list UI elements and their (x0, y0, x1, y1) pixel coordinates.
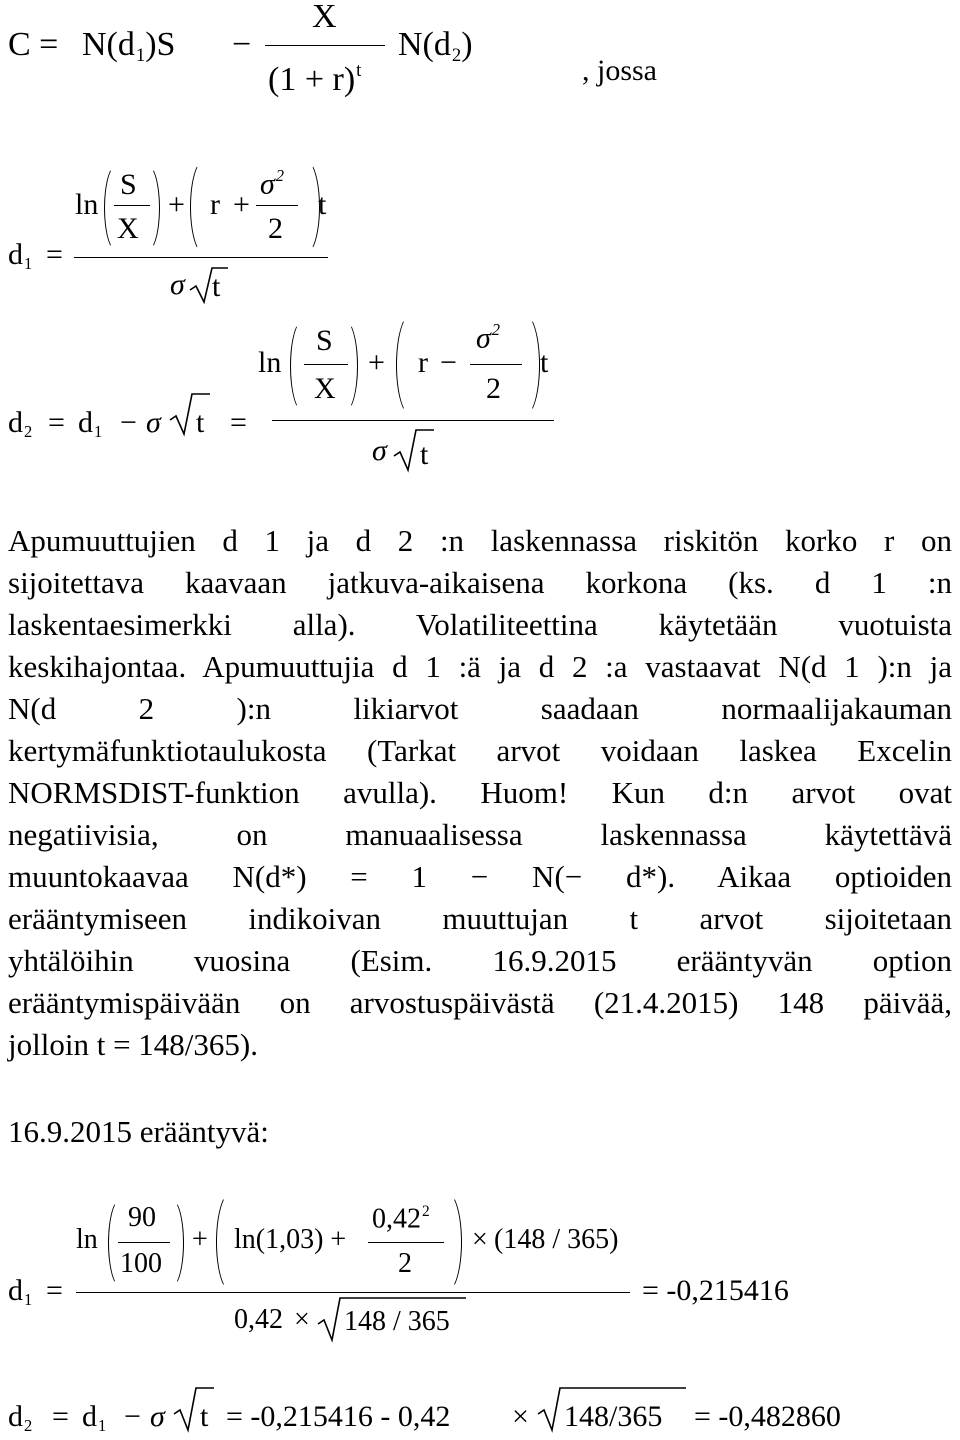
formula-d1-equals: = (46, 238, 63, 271)
formula-c-fraction-bar (265, 45, 385, 46)
paragraph-line: keskihajontaa. Apumuuttujia d 1 :ä ja d 2 :a vastaavat N(d 1 ):n ja (8, 649, 952, 684)
formula-c-nd1: $N(d_1)S$ (82, 26, 176, 66)
formula-d1-lhs: $d_1$ (8, 238, 33, 273)
formula-d2-t: t (196, 406, 205, 439)
formula-d2-main-bar (272, 420, 554, 421)
formula-d1-plus2: + (233, 188, 250, 221)
example-d1-ln: ln (76, 1224, 98, 1255)
paragraph-line: NORMSDIST-funktion avulla). Huom! Kun d:n arvot ovat (8, 775, 952, 810)
example-d1-two: 2 (398, 1248, 412, 1279)
formula-d2-sigma: σ (146, 406, 161, 439)
paragraph-line: erääntymiseen indikoivan muuttujan t arvot sijoitetaan (8, 901, 952, 936)
example-heading: 16.9.2015 erääntyvä: (8, 1114, 269, 1149)
example-d1-den-times: × (294, 1304, 310, 1335)
example-d1-paren2-right (432, 1192, 462, 1292)
formula-d2-paren-right (332, 320, 358, 412)
formula-d1-den-sigma: σ (170, 268, 185, 301)
example-d1-eq: = (46, 1274, 63, 1307)
example-d1-num100: 100 (120, 1248, 162, 1279)
formula-d1-two: 2 (268, 212, 283, 245)
example-d2-d1: $d_1$ (82, 1400, 107, 1435)
formula-d1-den-t: t (212, 270, 221, 303)
formula-d1-r: r (210, 188, 220, 221)
formula-d2-paren2-right (510, 314, 540, 416)
paragraph-line: laskentaesimerkki alla). Volatiliteettina käytetään vuotuista (8, 607, 952, 642)
formula-d1-paren2-right (292, 160, 320, 254)
formula-d2-den-t: t (420, 438, 429, 471)
example-d2-tval: 148/365 (564, 1400, 663, 1433)
example-d2-result: = -0,482860 (694, 1400, 841, 1433)
formula-d1-paren-right (134, 164, 160, 252)
paragraph-line: muuntokaavaa N(d*) = 1 − N(− d*). Aikaa optioiden (8, 859, 952, 894)
example-d1-sig: 0,42$^2$ (372, 1203, 430, 1235)
example-d1-num90: 90 (128, 1202, 156, 1233)
example-d2-times: × (512, 1400, 529, 1433)
example-d2-sigma: σ (150, 1400, 165, 1433)
formula-c-lhs: C = (8, 26, 59, 63)
formula-d2-minus: − (120, 406, 137, 439)
formula-d2-eq: = (48, 406, 65, 439)
formula-d1-ln: ln (75, 188, 99, 221)
formula-d2-s: S (316, 324, 333, 357)
formula-d2-num-t: t (540, 346, 549, 379)
example-d2-minus: − (124, 1400, 141, 1433)
example-d2-lhs: $d_2$ (8, 1400, 33, 1435)
example-d2-expr: = -0,215416 - 0,42 (226, 1400, 451, 1433)
example-d2-eq: = (52, 1400, 69, 1433)
formula-d2-r: r (418, 346, 428, 379)
example-d1-plus: + (192, 1224, 208, 1255)
formula-c-nd2: $N(d_2)$ (398, 26, 473, 66)
formula-d1-main-bar (74, 257, 328, 258)
example-d1-lnrate: ln(1,03) + (234, 1224, 347, 1255)
formula-d2-x: X (314, 372, 336, 405)
example-d1-result: = -0,215416 (642, 1274, 789, 1307)
formula-d2-d1: $d_1$ (78, 406, 103, 441)
formula-d2-ln: ln (258, 346, 282, 379)
explanation-paragraph (8, 520, 952, 1066)
formula-d1-x: X (117, 212, 139, 245)
paragraph-line: kertymäfunktiotaulukosta (Tarkat arvot voidaan laskea Excelin (8, 733, 952, 768)
formula-d2-two: 2 (486, 372, 501, 405)
formula-d2-den-sigma: σ (372, 434, 387, 467)
example-d1-paren-right (158, 1198, 184, 1288)
formula-d2-paren-left (290, 320, 316, 412)
formula-d2-lhs: $d_2$ (8, 406, 33, 441)
formula-d2-plus: + (368, 346, 385, 379)
formula-c-denominator: $(1 + r)^t$ (268, 60, 362, 99)
paragraph-line: sijoitettava kaavaan jatkuva-aikaisena korkona (ks. d 1 :n (8, 565, 952, 600)
example-d2-t: t (200, 1400, 209, 1433)
formula-d1-sigma: $\sigma^2$ (260, 166, 285, 201)
formula-c-x-numerator: X (312, 0, 337, 35)
example-d1-times: × (472, 1224, 488, 1255)
example-d1-main-bar (76, 1292, 630, 1293)
formula-d2-num-sigma: $\sigma^2$ (476, 320, 501, 355)
formula-d2-minus2: − (440, 346, 457, 379)
paragraph-line: negatiivisia, on manuaalisessa laskennassa käytettävä (8, 817, 952, 852)
example-d1-den-sig: 0,42 (234, 1304, 283, 1335)
formula-d1-sqrt-icon (188, 266, 228, 306)
example-d1-den-t: 148 / 365 (344, 1306, 450, 1337)
paragraph-line: yhtälöihin vuosina (Esim. 16.9.2015 erääntyvän option (8, 943, 952, 978)
paragraph-line: N(d 2 ):n likiarvot saadaan normaalijakauman (8, 691, 952, 726)
formula-c-jossa: , jossa (582, 54, 657, 87)
formula-d1-s: S (120, 168, 137, 201)
paragraph-line: Apumuuttujien d 1 ja d 2 :n laskennassa riskitön korko r on (8, 523, 952, 558)
example-d1-lhs: $d_1$ (8, 1274, 33, 1309)
paragraph-line: erääntymispäivään on arvostuspäivästä (21.4.2015) 148 päivää, (8, 985, 952, 1020)
formula-d2-eq2: = (230, 406, 247, 439)
formula-d1-t: t (318, 188, 327, 221)
paragraph-line: jolloin t = 148/365). (8, 1027, 258, 1062)
example-d1-tfrac: (148 / 365) (494, 1224, 619, 1255)
formula-d1-plus: + (168, 188, 185, 221)
formula-c-minus: − (232, 26, 252, 63)
